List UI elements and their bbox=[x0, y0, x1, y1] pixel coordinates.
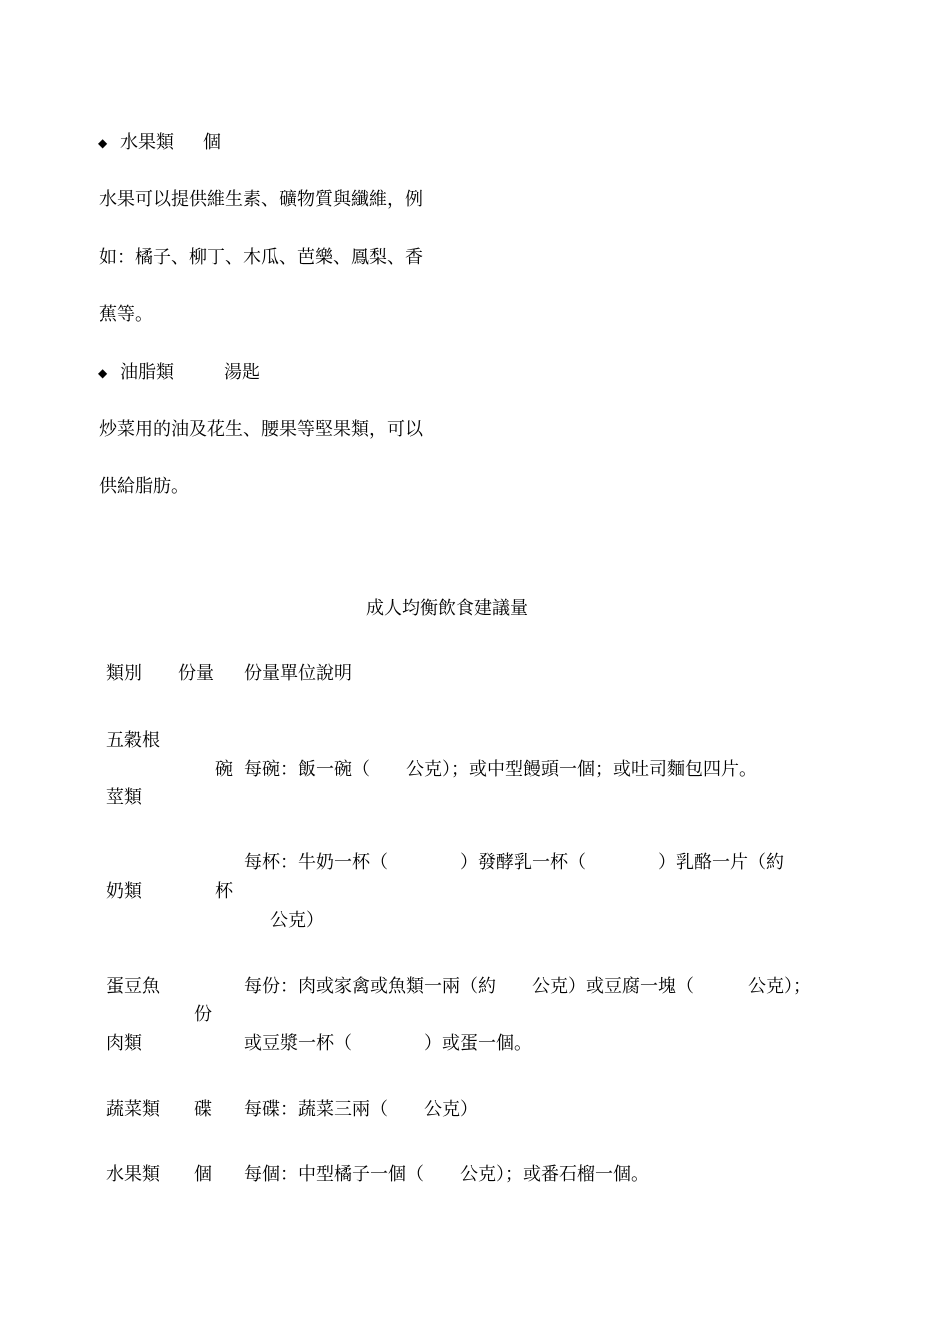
section-heading-oil: 油脂類 bbox=[120, 362, 174, 383]
header-amount: 份量 bbox=[178, 663, 214, 684]
row-amount: 份 bbox=[194, 1004, 212, 1025]
header-description: 份量單位說明 bbox=[244, 663, 352, 684]
row-description: 每碗：飯一碗（ 公克）；或中型饅頭一個；或吐司麵包四片。 bbox=[244, 759, 757, 780]
row-description-line-1: 每份：肉或家禽或魚類一兩（約 公克）或豆腐一塊（ 公克）； bbox=[244, 976, 811, 997]
row-category-line-1: 奶類 bbox=[106, 881, 142, 902]
row-category-line-2: 肉類 bbox=[106, 1033, 142, 1054]
row-amount: 碗 bbox=[215, 759, 233, 780]
bullet-icon: ◆ bbox=[98, 136, 108, 150]
row-description: 每碟：蔬菜三兩（ 公克） bbox=[244, 1099, 478, 1120]
table-title: 成人均衡飲食建議量 bbox=[366, 598, 528, 619]
row-description-line-2: 公克） bbox=[270, 910, 324, 931]
oil-text-line-2: 供給脂肪。 bbox=[99, 476, 189, 497]
row-description-line-2: 或豆漿一杯（ ）或蛋一個。 bbox=[244, 1033, 532, 1054]
row-category-line-1: 五穀根 bbox=[106, 730, 160, 751]
row-category-line-1: 水果類 bbox=[106, 1164, 160, 1185]
fruit-text-line-3: 蕉等。 bbox=[99, 304, 153, 325]
fruit-text-line-2: 如：橘子、柳丁、木瓜、芭樂、鳳梨、香 bbox=[99, 247, 423, 268]
fruit-text-line-1: 水果可以提供維生素、礦物質與纖維，例 bbox=[99, 189, 423, 210]
row-category-line-1: 蛋豆魚 bbox=[106, 976, 160, 997]
header-category: 類別 bbox=[106, 663, 142, 684]
section-unit-fruit: 個 bbox=[203, 132, 221, 153]
bullet-icon: ◆ bbox=[98, 366, 108, 380]
row-description-line-1: 每杯：牛奶一杯（ ）發酵乳一杯（ ）乳酪一片（約 bbox=[244, 852, 784, 873]
section-heading-fruit: 水果類 bbox=[120, 132, 174, 153]
row-description: 每個：中型橘子一個（ 公克）；或番石榴一個。 bbox=[244, 1164, 649, 1185]
row-amount: 杯 bbox=[215, 881, 233, 902]
section-unit-oil: 湯匙 bbox=[224, 362, 260, 383]
row-category-line-1: 蔬菜類 bbox=[106, 1099, 160, 1120]
row-category-line-2: 莖類 bbox=[106, 787, 142, 808]
row-amount: 碟 bbox=[194, 1099, 212, 1120]
row-amount: 個 bbox=[194, 1164, 212, 1185]
oil-text-line-1: 炒菜用的油及花生、腰果等堅果類，可以 bbox=[99, 419, 423, 440]
